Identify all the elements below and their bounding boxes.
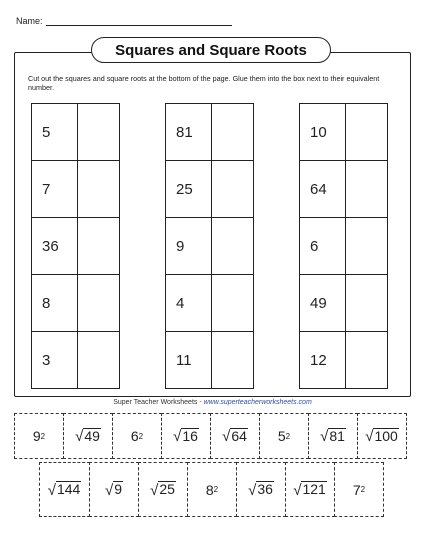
answer-row: [299, 331, 388, 389]
number-cell: 6: [300, 218, 346, 274]
radical-icon: √: [104, 481, 114, 499]
radicand: 16: [182, 427, 198, 444]
glue-box[interactable]: [212, 104, 253, 160]
answer-column-3: [299, 103, 388, 389]
answer-row: [165, 160, 254, 217]
radicand: 36: [257, 481, 273, 498]
answer-row: [31, 331, 120, 389]
answer-row: [165, 274, 254, 331]
glue-box[interactable]: [78, 332, 119, 388]
number-cell: 49: [300, 275, 346, 331]
square-base: 5: [277, 428, 286, 444]
cutout-piece[interactable]: [89, 462, 139, 517]
number-cell: 10: [300, 104, 346, 160]
glue-box[interactable]: [346, 161, 387, 217]
number-cell: 11: [166, 332, 212, 388]
radical-icon: √: [293, 481, 302, 499]
radical-icon: √: [248, 481, 257, 499]
radical-icon: √: [222, 428, 231, 446]
answer-row: [299, 217, 388, 274]
number-cell: 64: [300, 161, 346, 217]
number-cell: 12: [300, 332, 346, 388]
glue-box[interactable]: [78, 104, 119, 160]
radicand: 25: [159, 481, 175, 498]
square-exponent: 2: [360, 485, 366, 494]
number-cell: 81: [166, 104, 212, 160]
cutout-piece[interactable]: [285, 462, 335, 517]
radicand: 144: [56, 481, 81, 498]
radical-icon: √: [320, 428, 329, 446]
answer-row: [31, 274, 120, 331]
answer-row: [165, 331, 254, 389]
name-field-row: [16, 16, 232, 26]
glue-box[interactable]: [346, 218, 387, 274]
radical-icon: √: [173, 428, 182, 446]
credit-url-link[interactable]: www.superteacherworksheets.com: [203, 399, 312, 406]
name-line[interactable]: [46, 17, 232, 26]
answer-row: [31, 160, 120, 217]
glue-box[interactable]: [78, 275, 119, 331]
instructions-text: Cut out the squares and square roots at the bottom of the page. Glue them into the box next to their equivalent number.: [28, 74, 380, 92]
square-base: 8: [205, 481, 214, 498]
cutout-piece[interactable]: [161, 413, 211, 459]
credit-text: Super Teacher Worksheets -: [113, 399, 204, 406]
cutout-piece[interactable]: [112, 413, 162, 459]
radical-icon: √: [365, 428, 374, 446]
square-exponent: 2: [213, 485, 219, 494]
answer-row: [299, 274, 388, 331]
number-cell: 8: [32, 275, 78, 331]
glue-box[interactable]: [78, 218, 119, 274]
radicand: 64: [231, 427, 247, 444]
answer-row: [31, 103, 120, 160]
answer-row: [31, 217, 120, 274]
cutout-piece[interactable]: [39, 462, 90, 517]
number-cell: 3: [32, 332, 78, 388]
radicand: 9: [114, 481, 123, 498]
answer-row: [165, 217, 254, 274]
name-label: Name:: [16, 16, 43, 26]
answer-row: [165, 103, 254, 160]
radicand: 121: [302, 481, 326, 498]
square-exponent: 2: [138, 431, 144, 441]
radicand: 81: [329, 427, 345, 444]
square-exponent: 2: [40, 431, 46, 441]
glue-box[interactable]: [346, 275, 387, 331]
glue-box[interactable]: [212, 275, 253, 331]
number-cell: 4: [166, 275, 212, 331]
glue-box[interactable]: [212, 332, 253, 388]
cutout-piece[interactable]: [187, 462, 237, 517]
number-cell: 5: [32, 104, 78, 160]
number-cell: 25: [166, 161, 212, 217]
answer-column-2: [165, 103, 254, 389]
cutout-piece[interactable]: [236, 462, 286, 517]
square-base: 6: [130, 428, 139, 444]
square-base: 7: [352, 481, 361, 498]
footer-credit: [0, 399, 425, 406]
cutout-row-2: [39, 462, 383, 517]
cutout-row-1: [14, 413, 406, 459]
radical-icon: √: [150, 481, 159, 499]
cutout-piece[interactable]: [357, 413, 407, 459]
radicand: 100: [374, 427, 398, 444]
cutout-piece[interactable]: [308, 413, 358, 459]
glue-box[interactable]: [212, 161, 253, 217]
radicand: 49: [84, 427, 100, 444]
cutout-piece[interactable]: [14, 413, 64, 459]
square-base: 9: [32, 428, 41, 444]
square-exponent: 2: [285, 431, 291, 441]
cutout-piece[interactable]: [334, 462, 384, 517]
answer-row: [299, 103, 388, 160]
number-cell: 9: [166, 218, 212, 274]
cutout-piece[interactable]: [138, 462, 188, 517]
answer-row: [299, 160, 388, 217]
glue-box[interactable]: [212, 218, 253, 274]
number-cell: 7: [32, 161, 78, 217]
radical-icon: √: [47, 481, 56, 499]
cutout-piece[interactable]: [63, 413, 113, 459]
worksheet-title: Squares and Square Roots: [91, 37, 331, 63]
answer-column-1: [31, 103, 120, 389]
cutout-piece[interactable]: [210, 413, 260, 459]
cutout-piece[interactable]: [259, 413, 309, 459]
number-cell: 36: [32, 218, 78, 274]
glue-box[interactable]: [346, 104, 387, 160]
radical-icon: √: [75, 428, 84, 446]
glue-box[interactable]: [346, 332, 387, 388]
glue-box[interactable]: [78, 161, 119, 217]
